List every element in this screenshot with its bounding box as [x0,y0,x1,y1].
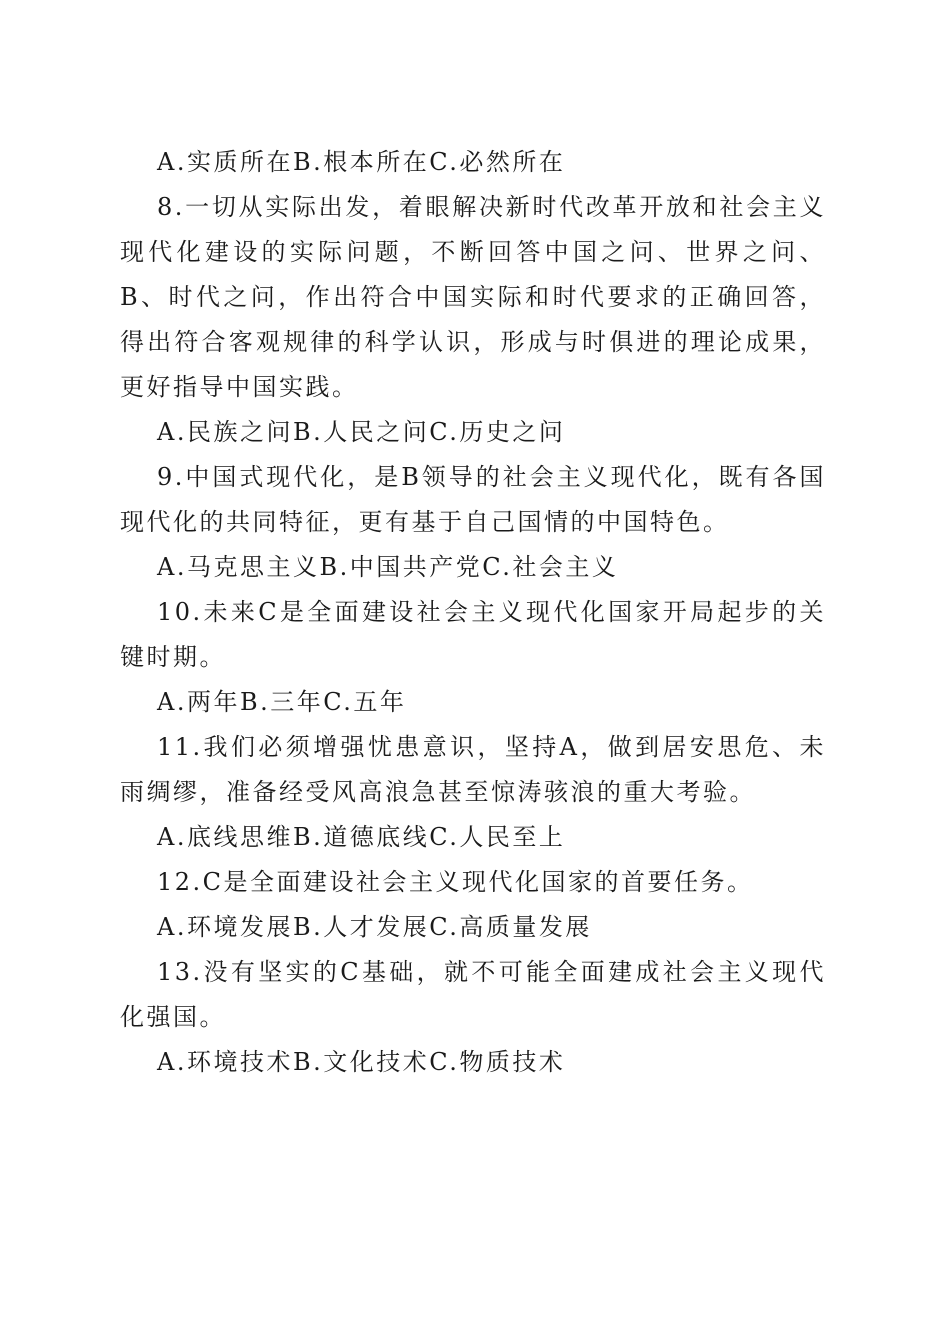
question-9: 9.中国式现代化，是B领导的社会主义现代化，既有各国现代化的共同特征，更有基于自己国情的中国特色。 [120,463,826,536]
question-10: 10.未来C是全面建设社会主义现代化国家开局起步的关键时期。 [120,598,826,671]
options-q7: A.实质所在B.根本所在C.必然所在 [157,148,566,176]
question-13: 13.没有坚实的C基础，就不可能全面建成社会主义现代化强国。 [120,958,826,1031]
question-8: 8.一切从实际出发，着眼解决新时代改革开放和社会主义现代化建设的实际问题，不断回答中国之问、世界之问、B、时代之问，作出符合中国实际和时代要求的正确回答，得出符合客观规律的科学认识，形成与时俱进的理论成果，更好指导中国实践。 [120,193,826,401]
options-q9: A.马克思主义B.中国共产党C.社会主义 [157,553,619,581]
question-12: 12.C是全面建设社会主义现代化国家的首要任务。 [157,868,754,896]
options-q11: A.底线思维B.道德底线C.人民至上 [157,823,566,851]
document-page [120,140,826,1085]
options-q10: A.两年B.三年C.五年 [157,688,407,716]
options-q12: A.环境发展B.人才发展C.高质量发展 [157,913,592,941]
question-11: 11.我们必须增强忧患意识，坚持A，做到居安思危、未雨绸缪，准备经受风高浪急甚至惊涛骇浪的重大考验。 [120,733,826,806]
options-q13: A.环境技术B.文化技术C.物质技术 [157,1048,566,1076]
options-q8: A.民族之问B.人民之问C.历史之问 [157,418,566,446]
